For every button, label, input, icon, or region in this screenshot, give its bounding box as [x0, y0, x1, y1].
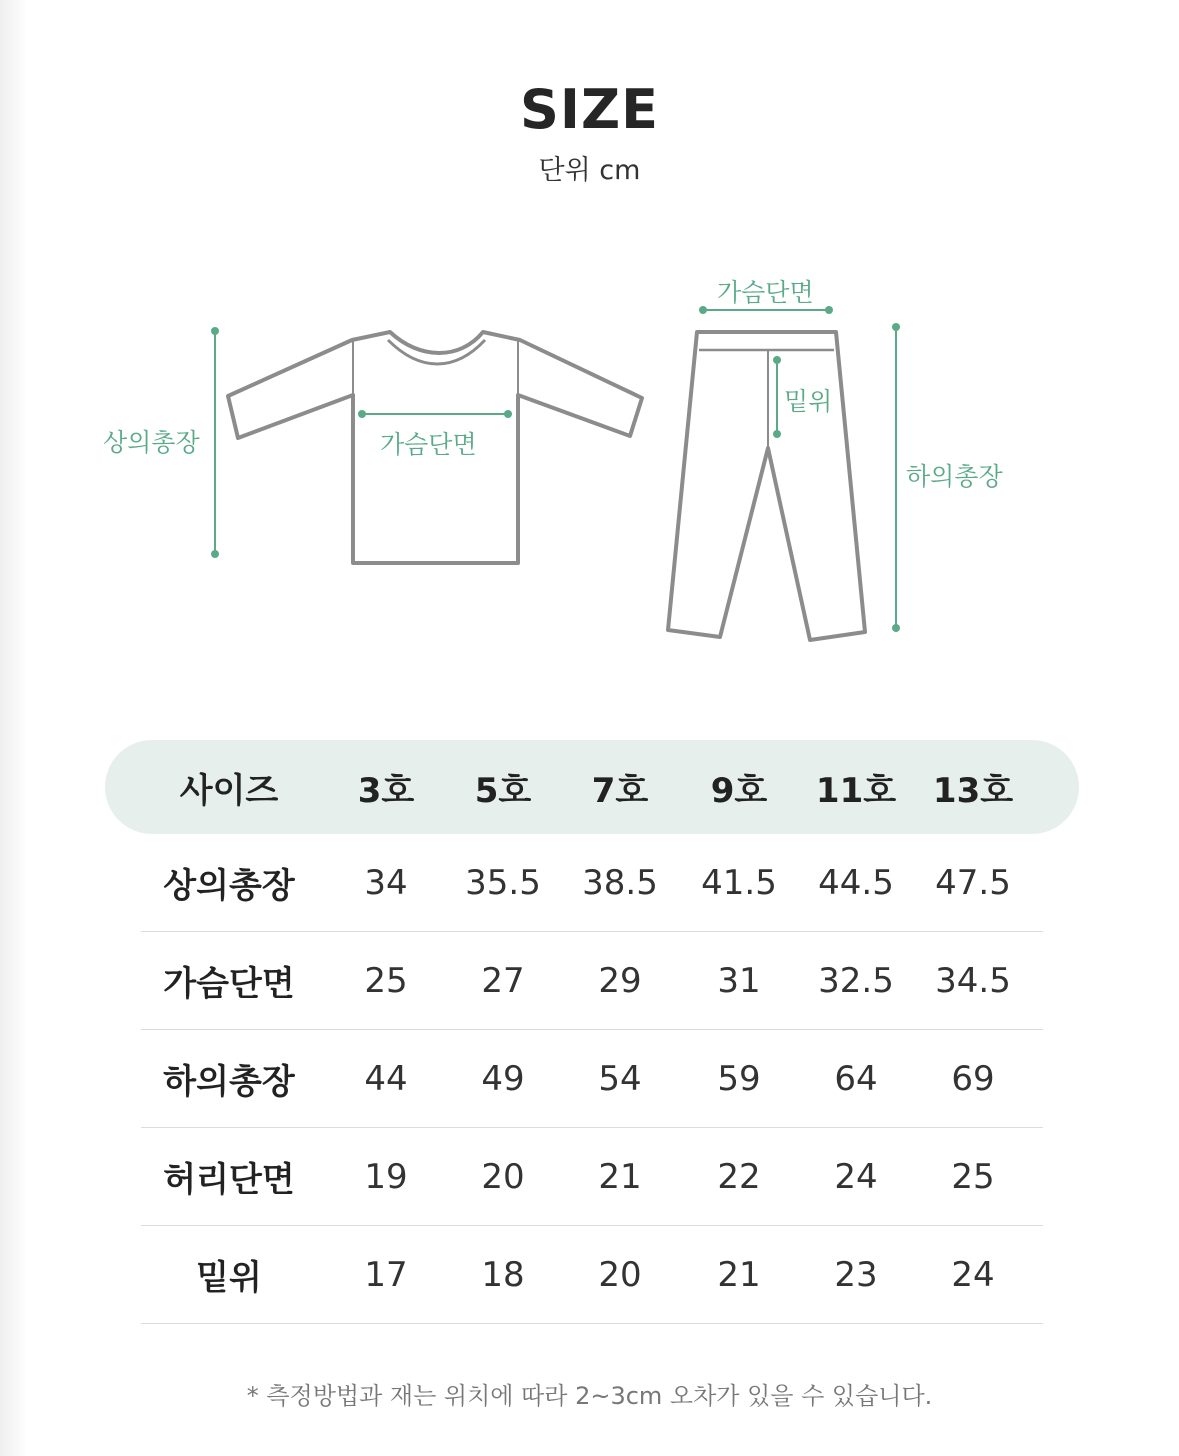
unit-label: 단위 cm [538, 155, 641, 186]
row-label: 가슴단면 [163, 964, 295, 1004]
header-cell: 13호 [932, 770, 1014, 811]
label-pants-waist: 가슴단면 [717, 278, 814, 307]
table-cell: 20 [481, 1156, 525, 1197]
table-row [141, 932, 1043, 1030]
row-label: 허리단면 [163, 1160, 295, 1200]
table-row [141, 834, 1043, 932]
table-cell: 38.5 [582, 862, 658, 903]
header-cell: 3호 [357, 770, 415, 811]
header-cell: 5호 [474, 770, 532, 811]
table-cell: 23 [834, 1254, 878, 1295]
label-top-chest: 가슴단면 [380, 430, 477, 459]
table-cell: 35.5 [465, 862, 541, 903]
table-cell: 24 [834, 1156, 878, 1197]
table-cell: 47.5 [935, 862, 1011, 903]
row-label: 상의총장 [163, 866, 295, 906]
table-cell: 59 [717, 1058, 761, 1099]
table-cell: 21 [598, 1156, 642, 1197]
table-cell: 44 [364, 1058, 408, 1099]
table-cell: 32.5 [818, 960, 894, 1001]
pants-outline [668, 332, 865, 640]
table-cell: 31 [717, 960, 761, 1001]
header-cell: 11호 [815, 770, 897, 811]
table-cell: 41.5 [701, 862, 777, 903]
table-cell: 54 [598, 1058, 642, 1099]
table-cell: 34.5 [935, 960, 1011, 1001]
table-cell: 22 [717, 1156, 761, 1197]
table-cell: 27 [481, 960, 525, 1001]
table-cell: 25 [951, 1156, 995, 1197]
table-cell: 19 [364, 1156, 408, 1197]
table-cell: 20 [598, 1254, 642, 1295]
header-cell: 7호 [591, 770, 649, 811]
page-edge-shade [0, 0, 28, 1456]
size-diagram [0, 255, 1179, 665]
table-cell: 17 [364, 1254, 408, 1295]
page-title: SIZE [519, 78, 660, 141]
table-cell: 29 [598, 960, 642, 1001]
table-cell: 64 [834, 1058, 878, 1099]
table-row [141, 1226, 1043, 1324]
label-top-length: 상의총장 [103, 428, 200, 457]
header-cell: 사이즈 [179, 770, 279, 811]
table-cell: 24 [951, 1254, 995, 1295]
table-cell: 34 [364, 862, 408, 903]
table-cell: 18 [481, 1254, 525, 1295]
table-row [141, 1030, 1043, 1128]
header-cell: 9호 [710, 770, 768, 811]
row-label: 밑위 [196, 1258, 262, 1298]
table-cell: 49 [481, 1058, 525, 1099]
table-header-row [105, 740, 1079, 834]
row-label: 하의총장 [163, 1062, 295, 1102]
size-table [105, 740, 1079, 1324]
table-row [141, 1128, 1043, 1226]
measurement-note: * 측정방법과 재는 위치에 따라 2~3cm 오차가 있을 수 있습니다. [246, 1382, 933, 1410]
table-cell: 69 [951, 1058, 995, 1099]
label-pants-rise: 밑위 [784, 387, 833, 416]
table-cell: 21 [717, 1254, 761, 1295]
label-pants-length: 하의총장 [906, 462, 1003, 491]
table-cell: 25 [364, 960, 408, 1001]
table-cell: 44.5 [818, 862, 894, 903]
